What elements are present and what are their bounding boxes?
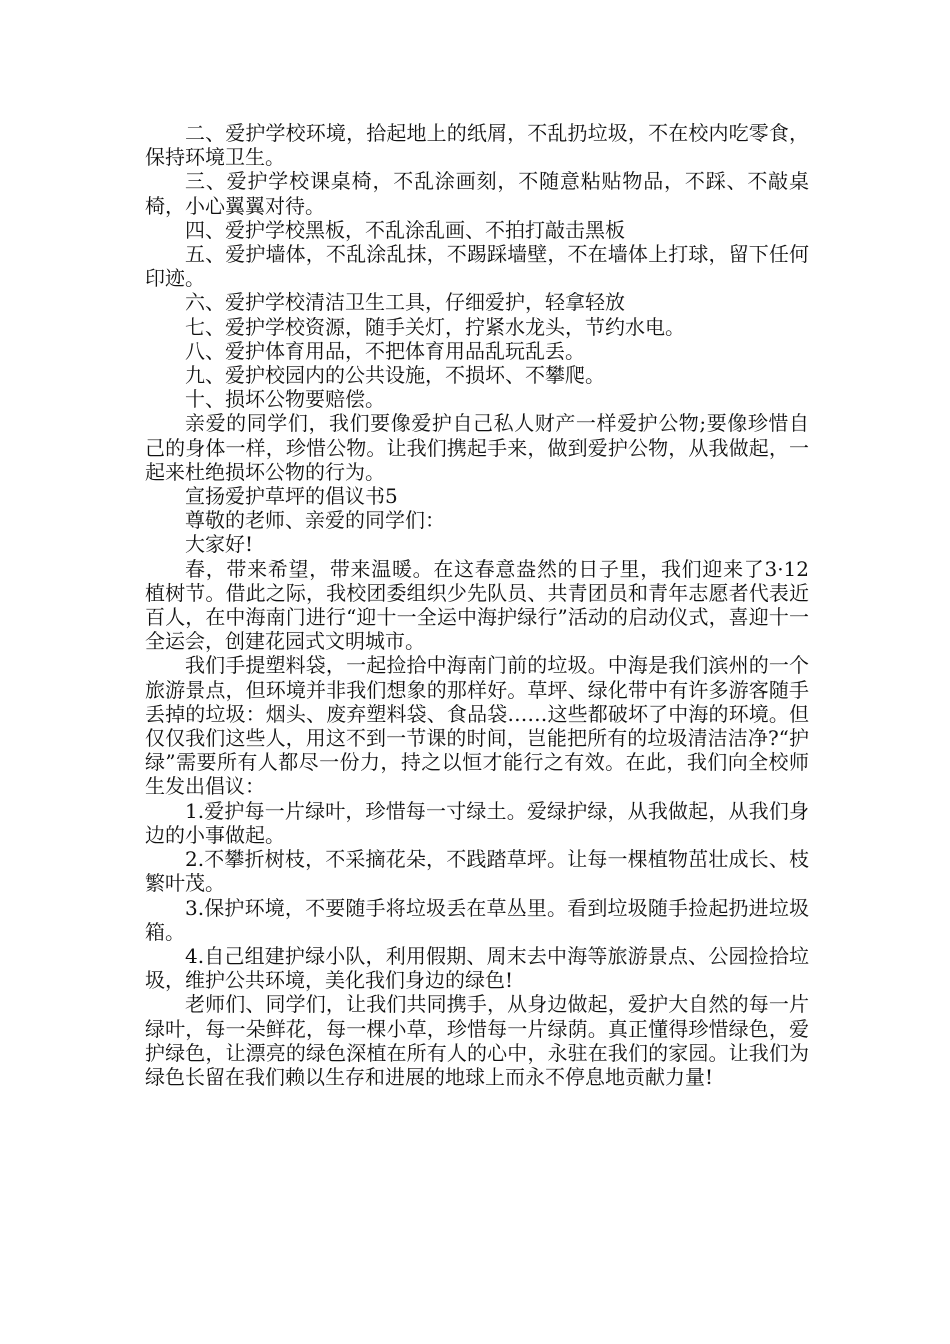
proposal-item-2: 2.不攀折树枝，不采摘花朵，不践踏草坪。让每一棵植物茁壮成长、枝繁叶茂。 (145, 847, 809, 896)
proposal-item-4: 4.自己组建护绿小队，利用假期、周末去中海等旅游景点、公园捡拾垃圾，维护公共环境，美化我们身边的绿色! (145, 943, 809, 993)
paragraph-spring-intro: 春，带来希望，带来温暖。在这春意盎然的日子里，我们迎来了3·12植树节。借此之际，我校团委组织少先队员、共青团员和青年志愿者代表近百人，在中海南门进行“迎十一全运中海护绿行”活动的启动仪式，喜迎十一全运会，创建花园式文明城市。 (145, 556, 809, 654)
paragraph-closing-appeal: 亲爱的同学们，我们要像爱护自己私人财产一样爱护公物;要像珍惜自己的身体一样，珍惜公物。让我们携起手来，做到爱护公物，从我做起，一起来杜绝损坏公物的行为。 (145, 411, 809, 484)
greeting: 大家好! (185, 532, 254, 557)
paragraph-cleanup-activity: 我们手提塑料袋，一起捡拾中海南门前的垃圾。中海是我们滨州的一个旅游景点，但环境并非我们想象的那样好。草坪、绿化带中有许多游客随手丢掉的垃圾：烟头、废弃塑料袋、食品袋……这些都破坏了中海的环境。但仅仅我们这些人，用这不到一节课的时间，岂能把所有的垃圾清洁洁净?“护绿”需要所有人都尽一份力，持之以恒才能行之有效。在此，我们向全校师生发出倡议： (145, 653, 809, 799)
section-title: 宣扬爱护草坪的倡议书5 (185, 484, 398, 509)
paragraph-conclusion: 老师们、同学们，让我们共同携手，从身边做起，爱护大自然的每一片绿叶，每一朵鲜花，每一棵小草，珍惜每一片绿荫。真正懂得珍惜绿色，爱护绿色，让漂亮的绿色深植在所有人的心中，永驻在我们的家园。让我们为绿色长留在我们赖以生存和进展的地球上而永不停息地贡献力量! (145, 992, 809, 1089)
proposal-item-3: 3.保护环境，不要随手将垃圾丢在草丛里。看到垃圾随手捡起扔进垃圾箱。 (145, 895, 809, 944)
paragraph-protect-desks: 三、爱护学校课桌椅，不乱涂画刻，不随意粘贴物品，不踩、不敲桌椅，小心翼翼对待。 (145, 169, 809, 218)
paragraph-protect-environment: 二、爱护学校环境，拾起地上的纸屑，不乱扔垃圾，不在校内吃零食，保持环境卫生。 (145, 121, 809, 170)
proposal-item-1: 1.爱护每一片绿叶，珍惜每一寸绿土。爱绿护绿，从我做起，从我们身边的小事做起。 (145, 798, 809, 847)
salutation: 尊敬的老师、亲爱的同学们： (185, 508, 445, 533)
paragraph-protect-blackboard: 四、爱护学校黑板，不乱涂乱画、不拍打敲击黑板 (185, 217, 625, 242)
paragraph-compensation: 十、损坏公物要赔偿。 (185, 387, 385, 412)
paragraph-public-facilities: 九、爱护校园内的公共设施，不损坏、不攀爬。 (185, 363, 605, 388)
paragraph-sports-equipment: 八、爱护体育用品，不把体育用品乱玩乱丢。 (185, 338, 585, 363)
paragraph-protect-walls: 五、爱护墙体，不乱涂乱抹，不踢踩墙壁，不在墙体上打球，留下任何印迹。 (145, 242, 809, 291)
paragraph-cleaning-tools: 六、爱护学校清洁卫生工具，仔细爱护，轻拿轻放 (185, 290, 625, 315)
paragraph-save-resources: 七、爱护学校资源，随手关灯，拧紧水龙头，节约水电。 (185, 314, 685, 339)
document-body (145, 121, 809, 1089)
